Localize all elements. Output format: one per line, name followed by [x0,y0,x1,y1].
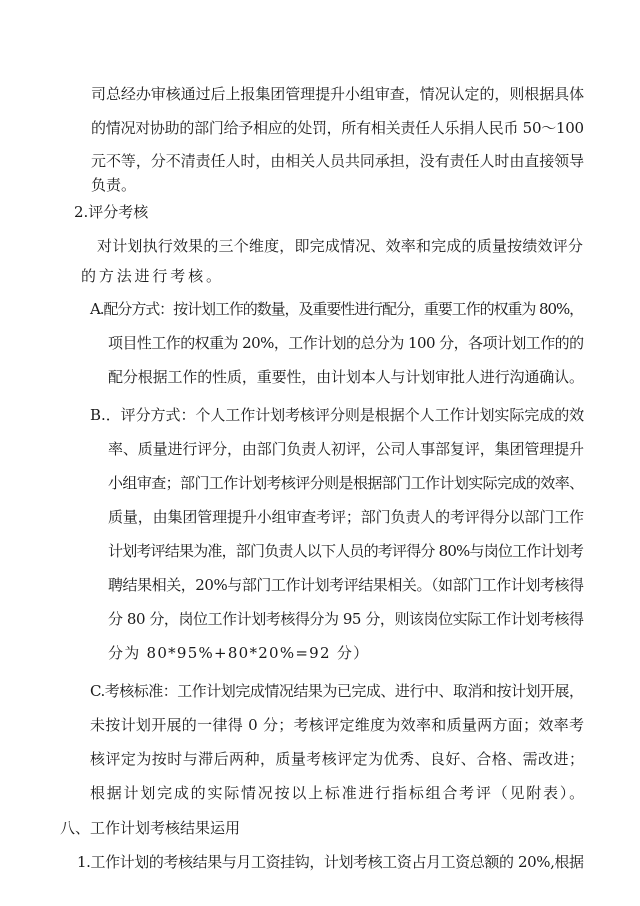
text-line: 1.工作计划的考核结果与月工资挂钩，计划考核工资占月工资总额的 20%,根据 [77,853,584,871]
text-line: 质量，由集团管理提升小组审查考评；部门负责人的考评得分以部门工作 [108,508,584,526]
text-line: 的方法进行考核。 [81,267,224,285]
text-line: 项目性工作的权重为 20%，工作计划的总分为 100 分，各项计划工作的的 [108,334,584,352]
text-line: 分为 80*95%+80*20%=92 分） [108,644,370,662]
chapter-heading: 八、工作计划考核结果运用 [60,819,241,837]
text-line: 负责。 [91,176,137,194]
text-line: 的情况对协助的部门给予相应的处罚，所有相关责任人乐捐人民币 50～100 [91,119,584,137]
text-line: 分 80 分，岗位工作计划考核得分为 95 分，则该岗位实际工作计划考核得 [108,610,584,628]
section-heading: 2.评分考核 [74,203,149,221]
text-line: 元不等，分不清责任人时，由相关人员共同承担，没有责任人时由直接领导 [91,152,585,170]
text-line: A.配分方式：按计划工作的数量，及重要性进行配分，重要工作的权重为 80%， [90,300,584,318]
text-line: B.．评分方式：个人工作计划考核评分则是根据个人工作计划实际完成的效 [90,406,585,424]
text-line: 对计划执行效果的三个维度，即完成情况、效率和完成的质量按绩效评分 [97,237,584,255]
text-line: 司总经办审核通过后上报集团管理提升小组审查，情况认定的，则根据具体 [91,85,585,103]
text-line: 率、质量进行评分，由部门负责人初评，公司人事部复评，集团管理提升 [108,440,584,458]
text-line: 根据计划完成的实际情况按以上标准进行指标组合考评（见附表）。 [90,784,586,802]
text-line: C.考核标准：工作计划完成情况结果为已完成、进行中、取消和按计划开展， [90,682,584,700]
text-line: 未按计划开展的一律得 0 分；考核评定维度为效率和质量两方面；效率考 [90,716,585,734]
text-line: 核评定为按时与滞后两种，质量考核评定为优秀、良好、合格、需改进； [90,750,585,768]
text-line: 计划考评结果为准，部门负责人以下人员的考评得分 80%与岗位工作计划考 [108,542,584,560]
text-line: 配分根据工作的性质，重要性，由计划本人与计划审批人进行沟通确认。 [108,368,584,386]
text-line: 小组审查；部门工作计划考核评分则是根据部门工作计划实际完成的效率、 [108,474,584,492]
text-line: 聘结果相关，20%与部门工作计划考评结果相关。（如部门工作计划考核得 [108,576,584,594]
